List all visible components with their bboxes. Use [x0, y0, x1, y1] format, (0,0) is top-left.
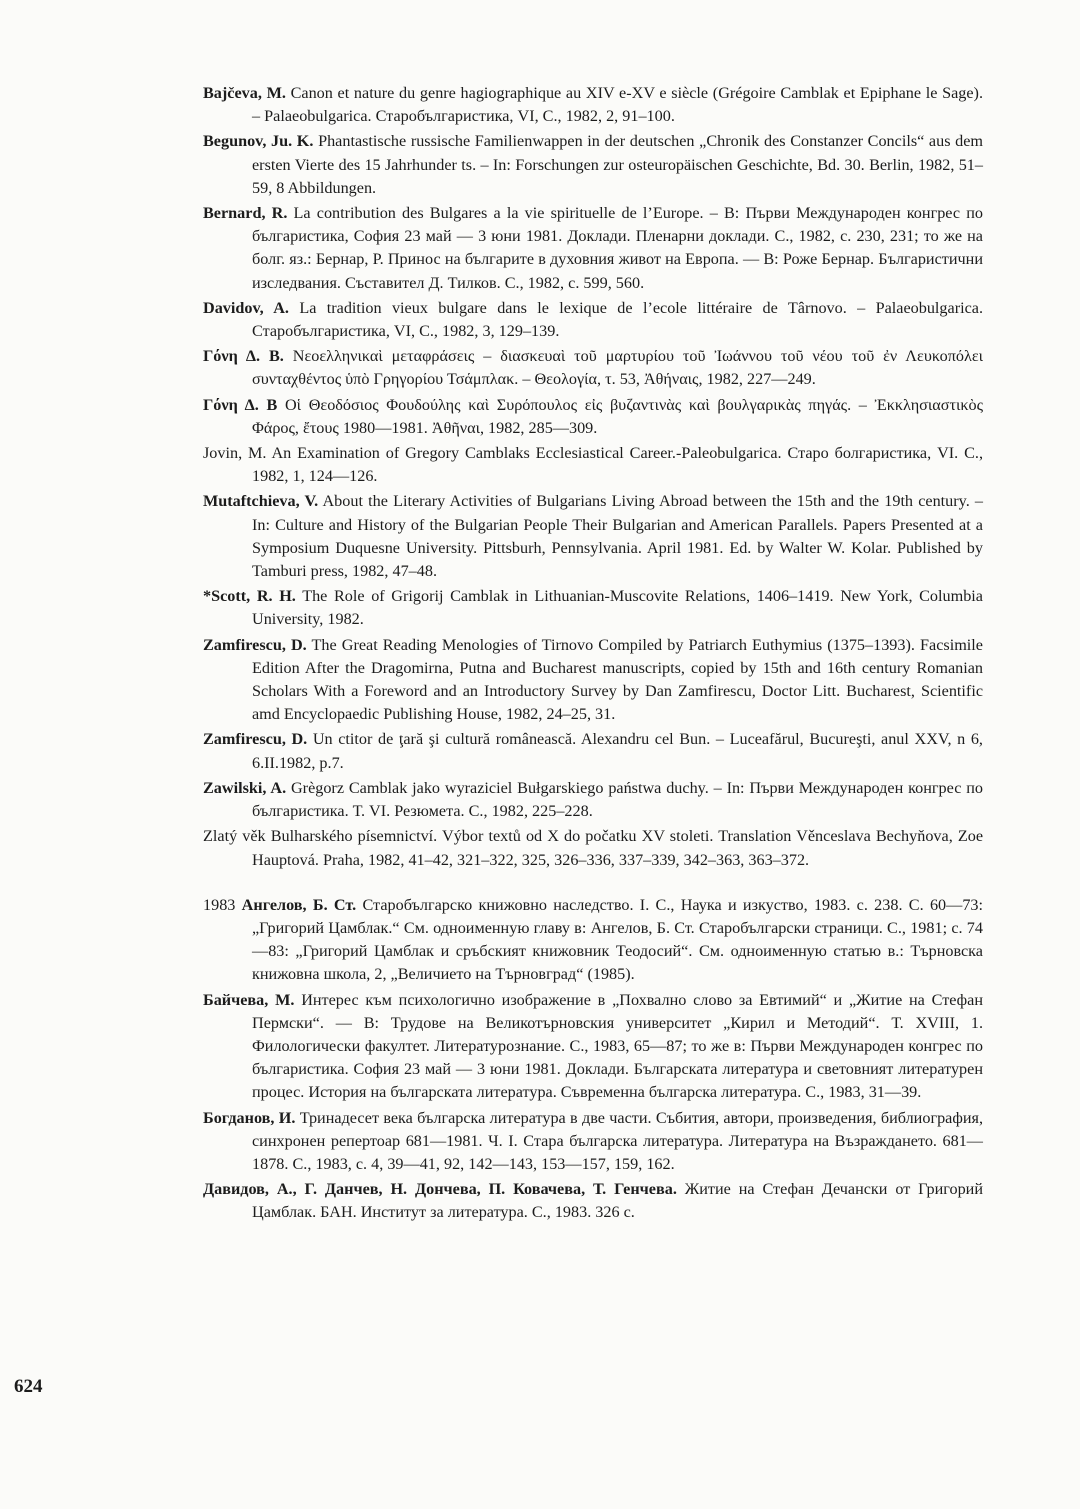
entry-text: Phantastische russische Familienwappen in der deutschen „Chronik des Constanzer Concils“ aus dem ersten Vierte des 15 Jahrhunder ts. – In: Forschungen zur osteuropäischen Geschichte, Bd. 30. Berlin, 1982, 51–59, 8 Abbildungen. [252, 132, 984, 197]
entry-author: Zamfirescu, D. [203, 635, 307, 654]
entry-author: Γόνη Δ. Β. [203, 347, 284, 366]
entry-author: Davidov, A. [203, 298, 289, 317]
bibliography-entry [203, 728, 983, 774]
bibliography-list [203, 82, 983, 1227]
bibliography-entry [203, 585, 983, 631]
entry-author: Bajčeva, M. [203, 84, 286, 102]
entry-text: Интерес към психологично изображение в „Похвално слово за Евтимий“ и „Житие на Стефан Пермски“. — В: Трудове на Великотърновския университет „Кирил и Методий“. Т. XVIII, 1. Филологически факултет. Литературознание. С., 1983, 65—87; то же в: Първи Международен конгрес по българистика. София 23 май — 3 юни 1981. Доклади. Българската литература и световният литературен процес. История на българската литература. Съвременна българска литература. С., 1983, 31—39. [252, 990, 984, 1102]
bibliography-entry [203, 394, 983, 440]
entry-text: Οἱ Θεοδόσιος Φουδούλης καὶ Συρόπουλος εἰς βυζαντινὰς καὶ βουλγαρικὰς πηγάς. – Ἐκκλησιαστικὸς Φάρος, ἔτους 1980—1981. Ἀθῆναι, 1982, 285—309. [252, 395, 983, 437]
entry-author: Богданов, И. [203, 1108, 296, 1127]
entry-text: Тринадесет века българска литература в две части. Събития, автори, произведения, библиография, синхронен репертоар 681—1981. Ч. I. Стара българска литература. Литература на Възраждането. 681—1878. С., 1983, с. 4, 39—41, 92, 142—143, 153—157, 159, 162. [252, 1108, 984, 1173]
bibliography-entry [203, 1178, 983, 1224]
entry-text: The Great Reading Menologies of Tirnovo Compiled by Patriarch Euthymius (1375–1393). Facsimile Edition After the Dragomirna, Putna and Bucharest manuscripts, copied by 15th and 16th century Romanian Scholars With a Foreword and an Introductory Survey by Dan Zamfirescu, Doctor Litt. Bucharest, Scientific amd Encyclopaedic Publishing House, 1982, 24–25, 31. [252, 635, 983, 724]
entry-text: Старобългарско книжовно наследство. I. С., Наука и изкуство, 1983. с. 238. С. 60—73: „Григорий Цамблак.“ См. одноименную главу в: Ангелов, Б. Ст. Старобългарски страници. С., 1981; с. 74—83: „Григорий Цамблак и сръбският книжовник Теодосий“. См. одноименную статью в.: Търновска книжовна школа, 2, „Величието на Търновград“ (1985). [252, 895, 984, 984]
entry-text: Un ctitor de ţară şi cultură românească. Alexandru cel Bun. – Luceafărul, Bucureşti, anul XXV, n 6, 6.II.1982, p.7. [252, 730, 983, 772]
entry-author: Zawilski, A. [203, 778, 287, 797]
bibliography-entry [203, 297, 983, 343]
entry-author: Γόνη Δ. Β [203, 395, 278, 414]
entry-author: *Scott, R. H. [203, 587, 296, 606]
bibliography-entry [203, 202, 983, 295]
entry-author: Давидов, А., Г. Данчев, Н. Дончева, П. Ковачева, Т. Генчева. [203, 1180, 677, 1199]
entry-text: About the Literary Activities of Bulgarians Living Abroad between the 15th and the 19th century. – In: Culture and History of the Bulgarian People Their Bulgarian and American Parallels. Papers Presented at a Symposium Duquesne University. Pittsburh, Pennsylvania. April 1981. Ed. by Walter W. Kolar. Published by Tamburi press, 1982, 47–48. [252, 492, 984, 581]
entry-text: La contribution des Bulgares a la vie spirituelle de l’Europe. – В: Първи Международен конгрес по българистика, София 23 май — 3 юни 1981. Доклади. Пленарни доклади. С., 1982, с. 230, 231; то же на болг. яз.: Бернар, Р. Принос на българите в духовния живот на Европа. — В: Роже Бернар. Българистични изследвания. Съставител Д. Тилков. С., 1982, с. 599, 560. [252, 204, 983, 292]
entry-year: 1983 [203, 895, 236, 914]
bibliography-entry [203, 130, 983, 200]
bibliography-entry [203, 1107, 983, 1177]
bibliography-entry [203, 825, 983, 871]
bibliography-entry [203, 345, 983, 391]
entry-text: La tradition vieux bulgare dans le lexique de l’ecole littéraire de Târnovo. – Palaeobulgarica. Старобългаристика, VI, С., 1982, 3, 129–139. [252, 298, 984, 341]
entry-text: Jovin, M. An Examination of Gregory Camblaks Ecclesiastical Career.-Paleobulgarica. Старо болгаристика, VI. С., 1982, 1, 124—126. [203, 444, 983, 486]
entry-author: Begunov, Ju. K. [203, 132, 314, 151]
bibliography-entry [203, 894, 983, 987]
entry-author: Байчева, М. [203, 990, 295, 1009]
entry-author: Mutaftchieva, V. [203, 492, 319, 511]
bibliography-entry [203, 442, 983, 488]
entry-text: Νεοελληνικαὶ μεταφράσεις – διασκευαὶ τοῦ μαρτυρίου τοῦ Ἰωάννου τοῦ νέου τοῦ ἐν Λευκοπόλει συνταχθέντος ὑπὸ Γρηγορίου Τσάμπλακ. – Θεολογία, τ. 53, Ἀθήναις, 1982, 227—249. [252, 347, 984, 389]
bibliography-entry [203, 490, 983, 583]
entry-author: Ангелов, Б. Ст. [241, 895, 357, 914]
bibliography-entry [203, 777, 983, 823]
bibliography-entry [203, 82, 983, 128]
bibliography-entry [203, 989, 983, 1105]
entry-author: Bernard, R. [203, 204, 288, 223]
bibliography-entry [203, 634, 983, 727]
entry-text: Canon et nature du genre hagiographique au XIV e-XV e siècle (Grégoire Camblak et Epiphane le Sage). – Palaeobulgarica. Старобългаристика, VI, С., 1982, 2, 91–100. [252, 84, 983, 126]
page-number: 624 [14, 1376, 43, 1397]
entry-text: Zlatý věk Bulharského písemnictví. Výbor textů od X do počatku XV stoleti. Translation Věnceslava Bechyňova, Zoe Hauptová. Praha, 1982, 41–42, 321–322, 325, 326–336, 337–339, 342–363, 363–372. [203, 827, 983, 869]
entry-text: Grègorz Camblak jako wyraziciel Bułgarskiego państwa duchy. – In: Първи Международен конгрес по българистика. Т. VI. Резюмета. С., 1982, 225–228. [252, 778, 984, 821]
entry-text: The Role of Grigorij Camblak in Lithuanian-Muscovite Relations, 1406–1419. New York, Columbia University, 1982. [252, 587, 983, 629]
entry-text: Житие на Стефан Дечански от Григорий Цамблак. БАН. Институт за литература. С., 1983. 326 с. [252, 1180, 983, 1222]
entry-author: Zamfirescu, D. [203, 730, 308, 749]
